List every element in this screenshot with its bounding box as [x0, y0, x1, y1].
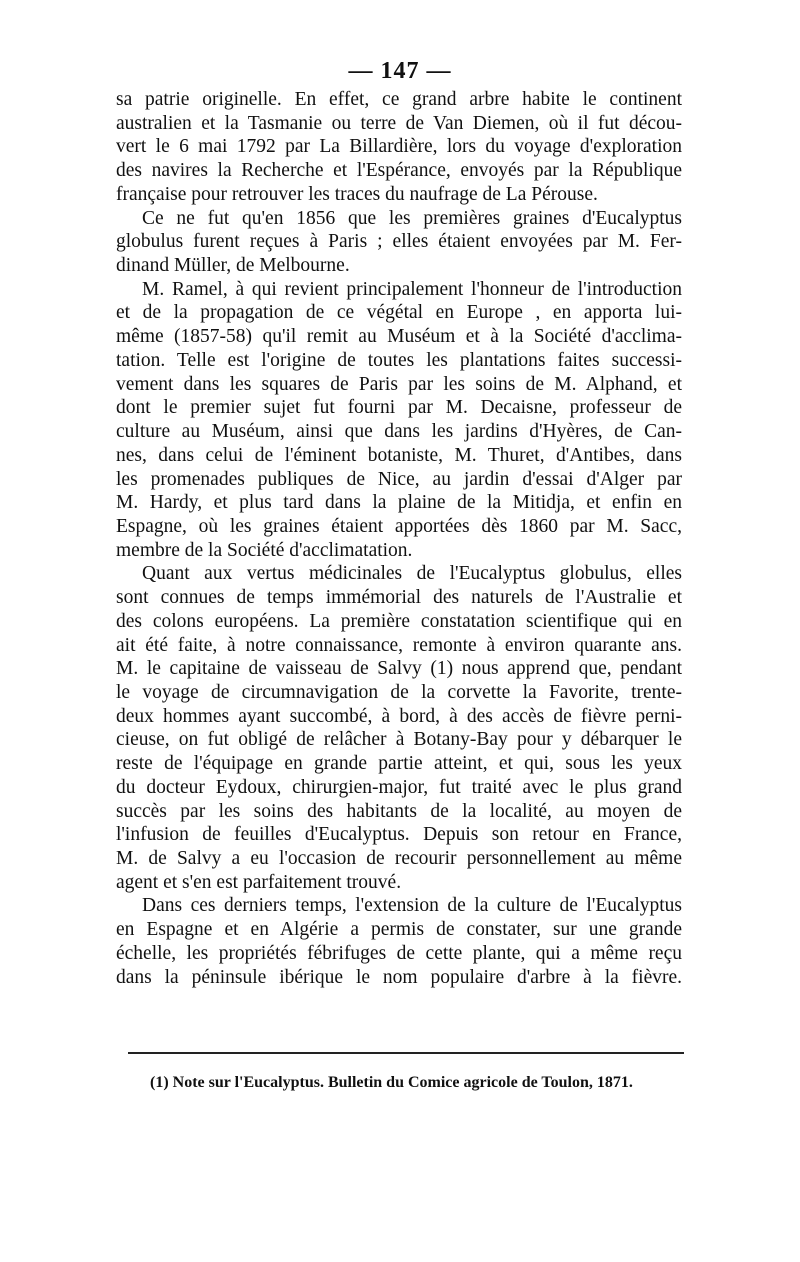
text-line: membre de la Société d'acclimatation. — [116, 539, 413, 561]
text-line: même (1857-58) qu'il remit au Muséum et à la Société d'acclima- — [116, 326, 682, 348]
text-line: M. le capitaine de vaisseau de Salvy (1) nous apprend que, pendant — [116, 658, 682, 680]
text-line: sont connues de temps immémorial des naturels de l'Australie et — [116, 587, 682, 609]
text-line: ait été faite, à notre connaissance, remonte à environ quarante ans. — [116, 634, 682, 656]
text-line: nes, dans celui de l'éminent botaniste, M. Thuret, d'Antibes, dans — [116, 444, 682, 466]
text-line: cieuse, on fut obligé de relâcher à Botany-Bay pour y débarquer le — [116, 729, 682, 751]
text-line: australien et la Tasmanie ou terre de Van Diemen, où il fut décou- — [116, 112, 682, 134]
text-line: M. Hardy, et plus tard dans la plaine de la Mitidja, et enfin en — [116, 492, 682, 514]
text-line: vert le 6 mai 1792 par La Billardière, lors du voyage d'exploration — [116, 136, 682, 158]
text-line: Ce ne fut qu'en 1856 que les premières graines d'Eucalyptus — [142, 207, 682, 229]
text-line: Espagne, où les graines étaient apportées dès 1860 par M. Sacc, — [116, 515, 682, 537]
text-line: des navires la Recherche et l'Espérance, envoyés par la République — [116, 160, 682, 182]
text-line: tation. Telle est l'origine de toutes les plantations faites successi- — [116, 349, 682, 371]
text-line: du docteur Eydoux, chirurgien-major, fut traité avec le plus grand — [116, 776, 682, 798]
text-line: culture au Muséum, ainsi que dans les jardins d'Hyères, de Can- — [116, 421, 682, 443]
text-line: des colons européens. La première constatation scientifique qui en — [116, 610, 682, 632]
text-line: dinand Müller, de Melbourne. — [116, 255, 350, 277]
text-line: le voyage de circumnavigation de la corvette la Favorite, trente- — [116, 681, 682, 703]
text-line: vement dans les squares de Paris par les soins de M. Alphand, et — [116, 373, 682, 395]
text-line: dans la péninsule ibérique le nom populaire d'arbre à la fièvre. — [116, 966, 682, 988]
text-line: Dans ces derniers temps, l'extension de la culture de l'Eucalyptus — [142, 895, 682, 917]
text-line: l'infusion de feuilles d'Eucalyptus. Depuis son retour en France, — [116, 824, 682, 846]
text-line: dont le premier sujet fut fourni par M. Decaisne, professeur de — [116, 397, 682, 419]
text-line: Quant aux vertus médicinales de l'Eucalyptus globulus, elles — [142, 563, 682, 585]
text-line: française pour retrouver les traces du naufrage de La Pérouse. — [116, 183, 598, 205]
text-line: agent et s'en est parfaitement trouvé. — [116, 871, 402, 893]
text-line: sa patrie originelle. En effet, ce grand arbre habite le continent — [116, 89, 682, 110]
body-text — [116, 88, 682, 989]
text-line: deux hommes ayant succombé, à bord, à des accès de fièvre perni- — [116, 705, 682, 727]
footnote-divider — [128, 1052, 684, 1054]
text-line: reste de l'équipage en grande partie atteint, et qui, sous les yeux — [116, 753, 682, 775]
page-number: — 147 — — [348, 58, 452, 84]
text-line: les promenades publiques de Nice, au jardin d'essai d'Alger par — [116, 468, 682, 490]
text-line: en Espagne et en Algérie a permis de constater, sur une grande — [116, 919, 682, 941]
text-line: M. de Salvy a eu l'occasion de recourir personnellement au même — [116, 848, 682, 869]
text-line: M. Ramel, à qui revient principalement l'honneur de l'introduction — [142, 278, 682, 300]
footnote: (1) Note sur l'Eucalyptus. Bulletin du Comice agricole de Toulon, 1871. — [150, 1074, 633, 1091]
text-line: succès par les soins des habitants de la localité, au moyen de — [116, 800, 682, 822]
text-line: globulus furent reçues à Paris ; elles étaient envoyées par M. Fer- — [116, 231, 682, 253]
text-line: et de la propagation de ce végétal en Europe , en apporta lui- — [116, 302, 682, 324]
text-line: échelle, les propriétés fébrifuges de cette plante, qui a même reçu — [116, 942, 682, 964]
